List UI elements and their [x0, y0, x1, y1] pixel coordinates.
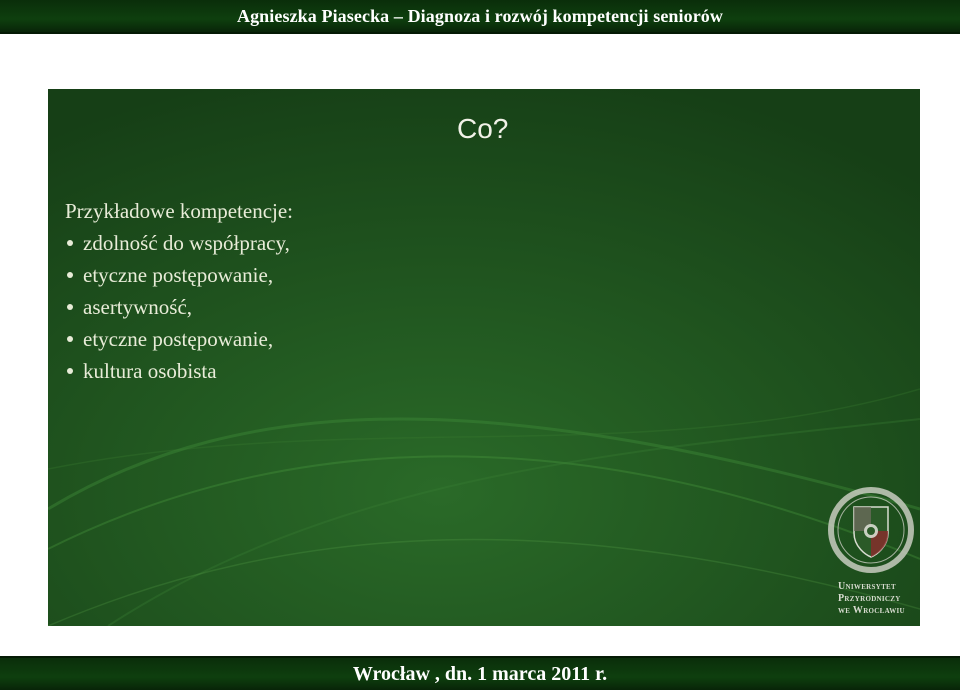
list-item-label: etyczne postępowanie,: [83, 327, 274, 351]
slide: [48, 89, 920, 626]
list-item: [65, 291, 293, 323]
footer-bar: [0, 656, 960, 690]
bullet-icon: [67, 272, 73, 278]
list-item-label: zdolność do współpracy,: [83, 231, 290, 255]
bullet-icon: [67, 304, 73, 310]
competencies-list: [65, 227, 293, 387]
slide-content: [65, 195, 293, 387]
list-item: [65, 259, 293, 291]
university-name-line: we Wrocławiu: [838, 605, 905, 616]
bullet-icon: [67, 336, 73, 342]
list-item-label: etyczne postępowanie,: [83, 263, 274, 287]
bullet-icon: [67, 368, 73, 374]
footer-text: Wrocław , dn. 1 marca 2011 r.: [352, 662, 608, 685]
list-item: [65, 227, 293, 259]
university-name-line: Przyrodniczy: [838, 593, 901, 604]
header-text: Agnieszka Piasecka – Diagnoza i rozwój kompetencji seniorów: [236, 5, 724, 26]
header-bar: [0, 0, 960, 34]
bullet-icon: [67, 240, 73, 246]
university-name-line: Uniwersytet: [838, 581, 896, 592]
list-item-label: kultura osobista: [83, 359, 217, 383]
list-item: [65, 355, 293, 387]
competencies-heading: Przykładowe kompetencje:: [65, 199, 294, 223]
list-item-label: asertywność,: [83, 295, 193, 319]
slide-title: Co?: [457, 113, 509, 144]
university-name: [838, 581, 918, 617]
list-item: [65, 323, 293, 355]
